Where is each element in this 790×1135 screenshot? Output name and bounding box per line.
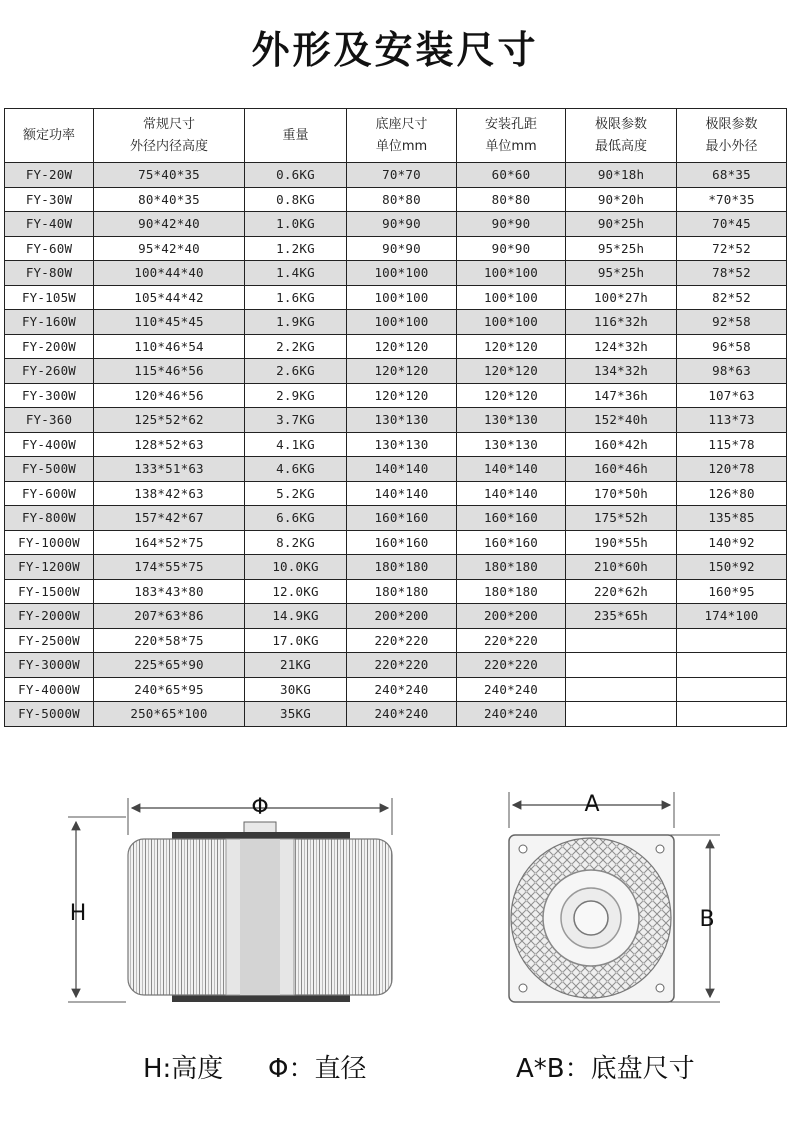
cell-min-height	[566, 653, 677, 678]
cell-rated-power: FY-600W	[5, 481, 94, 506]
cell-regular-size: 120*46*56	[94, 383, 245, 408]
cell-regular-size: 110*45*45	[94, 310, 245, 335]
table-row	[5, 334, 787, 359]
cell-rated-power: FY-105W	[5, 285, 94, 310]
table-row	[5, 579, 787, 604]
table-row	[5, 383, 787, 408]
cell-weight: 0.8KG	[245, 187, 347, 212]
cell-weight: 17.0KG	[245, 628, 347, 653]
cell-min-height: 116*32h	[566, 310, 677, 335]
cell-min-height: 235*65h	[566, 604, 677, 629]
cell-regular-size: 90*42*40	[94, 212, 245, 237]
cell-weight: 4.1KG	[245, 432, 347, 457]
cell-rated-power: FY-300W	[5, 383, 94, 408]
cell-base-size: 70*70	[347, 163, 457, 188]
cell-weight: 12.0KG	[245, 579, 347, 604]
cell-hole-spacing: 100*100	[457, 285, 566, 310]
cell-base-size: 100*100	[347, 261, 457, 286]
cell-regular-size: 138*42*63	[94, 481, 245, 506]
cell-min-diameter: 96*58	[677, 334, 787, 359]
cell-regular-size: 75*40*35	[94, 163, 245, 188]
cell-min-height: 190*55h	[566, 530, 677, 555]
cell-hole-spacing: 100*100	[457, 310, 566, 335]
cell-weight: 1.0KG	[245, 212, 347, 237]
cell-min-height: 170*50h	[566, 481, 677, 506]
cell-rated-power: FY-2000W	[5, 604, 94, 629]
cell-weight: 30KG	[245, 677, 347, 702]
cell-weight: 2.6KG	[245, 359, 347, 384]
table-row	[5, 432, 787, 457]
table-row	[5, 457, 787, 482]
cell-weight: 5.2KG	[245, 481, 347, 506]
base-view-drawing	[509, 792, 720, 1002]
cell-hole-spacing: 90*90	[457, 236, 566, 261]
cell-min-diameter	[677, 653, 787, 678]
header-limit-min-height: 极限参数 最低高度	[566, 109, 677, 163]
cell-base-size: 160*160	[347, 530, 457, 555]
cell-base-size: 240*240	[347, 702, 457, 727]
cell-weight: 0.6KG	[245, 163, 347, 188]
cell-min-height: 147*36h	[566, 383, 677, 408]
cell-min-diameter	[677, 702, 787, 727]
cell-min-diameter: 72*52	[677, 236, 787, 261]
cell-min-height: 210*60h	[566, 555, 677, 580]
cell-base-size: 80*80	[347, 187, 457, 212]
cell-rated-power: FY-1000W	[5, 530, 94, 555]
cell-regular-size: 220*58*75	[94, 628, 245, 653]
cell-min-diameter: 120*78	[677, 457, 787, 482]
cell-hole-spacing: 160*160	[457, 530, 566, 555]
cell-min-height: 90*25h	[566, 212, 677, 237]
cell-hole-spacing: 130*130	[457, 432, 566, 457]
cell-rated-power: FY-260W	[5, 359, 94, 384]
cell-hole-spacing: 140*140	[457, 481, 566, 506]
cell-weight: 14.9KG	[245, 604, 347, 629]
cell-min-height: 175*52h	[566, 506, 677, 531]
cell-min-height	[566, 628, 677, 653]
cell-hole-spacing: 160*160	[457, 506, 566, 531]
table-row	[5, 163, 787, 188]
cell-hole-spacing: 180*180	[457, 555, 566, 580]
cell-base-size: 180*180	[347, 555, 457, 580]
cell-min-height: 220*62h	[566, 579, 677, 604]
cell-regular-size: 105*44*42	[94, 285, 245, 310]
table-row	[5, 212, 787, 237]
table-row	[5, 408, 787, 433]
header-hole-spacing: 安装孔距 单位mm	[457, 109, 566, 163]
cell-hole-spacing: 130*130	[457, 408, 566, 433]
cell-base-size: 160*160	[347, 506, 457, 531]
cell-regular-size: 225*65*90	[94, 653, 245, 678]
cell-rated-power: FY-40W	[5, 212, 94, 237]
cell-weight: 21KG	[245, 653, 347, 678]
cell-hole-spacing: 220*220	[457, 653, 566, 678]
cell-min-height: 160*46h	[566, 457, 677, 482]
cell-regular-size: 125*52*62	[94, 408, 245, 433]
cell-regular-size: 128*52*63	[94, 432, 245, 457]
cell-base-size: 120*120	[347, 383, 457, 408]
table-row	[5, 285, 787, 310]
table-row	[5, 653, 787, 678]
cell-rated-power: FY-500W	[5, 457, 94, 482]
cell-weight: 35KG	[245, 702, 347, 727]
cell-hole-spacing: 60*60	[457, 163, 566, 188]
cell-rated-power: FY-20W	[5, 163, 94, 188]
table-row	[5, 187, 787, 212]
table-row	[5, 506, 787, 531]
cell-base-size: 90*90	[347, 212, 457, 237]
cell-regular-size: 240*65*95	[94, 677, 245, 702]
header-regular-size: 常规尺寸 外径内径高度	[94, 109, 245, 163]
caption-diameter: Φ：直径	[268, 1054, 367, 1084]
cell-hole-spacing: 220*220	[457, 628, 566, 653]
cell-hole-spacing: 120*120	[457, 383, 566, 408]
cell-hole-spacing: 100*100	[457, 261, 566, 286]
caption-base-size: A*B：底盘尺寸	[516, 1054, 695, 1084]
cell-min-diameter: 150*92	[677, 555, 787, 580]
cell-min-height	[566, 702, 677, 727]
height-label: H	[69, 901, 87, 926]
cell-rated-power: FY-400W	[5, 432, 94, 457]
page-title: 外形及安装尺寸	[251, 28, 539, 72]
cell-rated-power: FY-360	[5, 408, 94, 433]
cell-rated-power: FY-200W	[5, 334, 94, 359]
cell-min-height: 124*32h	[566, 334, 677, 359]
table-row	[5, 530, 787, 555]
table-row	[5, 628, 787, 653]
header-rated-power: 额定功率	[5, 109, 94, 163]
cell-weight: 2.9KG	[245, 383, 347, 408]
cell-min-height: 95*25h	[566, 261, 677, 286]
cell-min-height: 152*40h	[566, 408, 677, 433]
cell-weight: 1.9KG	[245, 310, 347, 335]
cell-min-diameter: 135*85	[677, 506, 787, 531]
table-body	[5, 163, 787, 727]
cell-min-diameter: 126*80	[677, 481, 787, 506]
table-row	[5, 236, 787, 261]
base-width-label: A	[584, 792, 600, 817]
cell-rated-power: FY-1500W	[5, 579, 94, 604]
cell-min-diameter: 92*58	[677, 310, 787, 335]
table-row	[5, 359, 787, 384]
cell-hole-spacing: 180*180	[457, 579, 566, 604]
cell-min-height: 160*42h	[566, 432, 677, 457]
cell-weight: 6.6KG	[245, 506, 347, 531]
cell-regular-size: 183*43*80	[94, 579, 245, 604]
cell-min-diameter: 174*100	[677, 604, 787, 629]
cell-hole-spacing: 140*140	[457, 457, 566, 482]
side-view-drawing	[68, 795, 392, 1002]
cell-min-height: 90*18h	[566, 163, 677, 188]
diameter-label: Φ	[251, 795, 269, 820]
cell-rated-power: FY-2500W	[5, 628, 94, 653]
cell-rated-power: FY-5000W	[5, 702, 94, 727]
cell-base-size: 100*100	[347, 285, 457, 310]
cell-rated-power: FY-4000W	[5, 677, 94, 702]
cell-weight: 4.6KG	[245, 457, 347, 482]
cell-regular-size: 110*46*54	[94, 334, 245, 359]
cell-hole-spacing: 120*120	[457, 334, 566, 359]
cell-base-size: 100*100	[347, 310, 457, 335]
cell-base-size: 120*120	[347, 334, 457, 359]
cell-min-height: 90*20h	[566, 187, 677, 212]
cell-base-size: 240*240	[347, 677, 457, 702]
cell-base-size: 130*130	[347, 432, 457, 457]
cell-min-diameter: 107*63	[677, 383, 787, 408]
cell-min-diameter: 113*73	[677, 408, 787, 433]
cell-weight: 2.2KG	[245, 334, 347, 359]
cell-base-size: 90*90	[347, 236, 457, 261]
table-row	[5, 310, 787, 335]
header-weight: 重量	[245, 109, 347, 163]
cell-hole-spacing: 240*240	[457, 702, 566, 727]
spec-table	[4, 108, 787, 727]
cell-regular-size: 95*42*40	[94, 236, 245, 261]
cell-regular-size: 174*55*75	[94, 555, 245, 580]
cell-min-diameter: 68*35	[677, 163, 787, 188]
cell-min-diameter: 140*92	[677, 530, 787, 555]
table-row	[5, 481, 787, 506]
table-row	[5, 702, 787, 727]
cell-weight: 1.6KG	[245, 285, 347, 310]
cell-base-size: 200*200	[347, 604, 457, 629]
cell-regular-size: 207*63*86	[94, 604, 245, 629]
cell-regular-size: 250*65*100	[94, 702, 245, 727]
cell-weight: 1.2KG	[245, 236, 347, 261]
cell-regular-size: 80*40*35	[94, 187, 245, 212]
cell-base-size: 140*140	[347, 481, 457, 506]
cell-base-size: 220*220	[347, 653, 457, 678]
table-row	[5, 555, 787, 580]
cell-min-diameter: 78*52	[677, 261, 787, 286]
cell-base-size: 120*120	[347, 359, 457, 384]
cell-weight: 1.4KG	[245, 261, 347, 286]
cell-regular-size: 100*44*40	[94, 261, 245, 286]
cell-min-diameter: 82*52	[677, 285, 787, 310]
cell-rated-power: FY-800W	[5, 506, 94, 531]
cell-rated-power: FY-30W	[5, 187, 94, 212]
cell-regular-size: 133*51*63	[94, 457, 245, 482]
table-row	[5, 677, 787, 702]
cell-min-diameter: 98*63	[677, 359, 787, 384]
cell-base-size: 180*180	[347, 579, 457, 604]
cell-base-size: 130*130	[347, 408, 457, 433]
cell-regular-size: 115*46*56	[94, 359, 245, 384]
cell-min-height: 100*27h	[566, 285, 677, 310]
cell-regular-size: 157*42*67	[94, 506, 245, 531]
cell-hole-spacing: 120*120	[457, 359, 566, 384]
cell-min-diameter: 70*45	[677, 212, 787, 237]
cell-hole-spacing: 200*200	[457, 604, 566, 629]
dimension-diagrams	[0, 770, 790, 1035]
cell-min-height: 95*25h	[566, 236, 677, 261]
cell-min-diameter	[677, 677, 787, 702]
table-row	[5, 604, 787, 629]
caption-height: H:高度	[143, 1054, 224, 1084]
table-row	[5, 261, 787, 286]
header-base-size: 底座尺寸 单位mm	[347, 109, 457, 163]
cell-min-diameter	[677, 628, 787, 653]
cell-base-size: 140*140	[347, 457, 457, 482]
cell-rated-power: FY-80W	[5, 261, 94, 286]
cell-weight: 8.2KG	[245, 530, 347, 555]
cell-min-diameter: 115*78	[677, 432, 787, 457]
cell-min-diameter: 160*95	[677, 579, 787, 604]
cell-regular-size: 164*52*75	[94, 530, 245, 555]
cell-min-diameter: *70*35	[677, 187, 787, 212]
cell-hole-spacing: 80*80	[457, 187, 566, 212]
cell-hole-spacing: 90*90	[457, 212, 566, 237]
cell-rated-power: FY-3000W	[5, 653, 94, 678]
cell-weight: 3.7KG	[245, 408, 347, 433]
cell-rated-power: FY-60W	[5, 236, 94, 261]
cell-weight: 10.0KG	[245, 555, 347, 580]
cell-base-size: 220*220	[347, 628, 457, 653]
cell-rated-power: FY-160W	[5, 310, 94, 335]
cell-rated-power: FY-1200W	[5, 555, 94, 580]
cell-min-height: 134*32h	[566, 359, 677, 384]
cell-min-height	[566, 677, 677, 702]
cell-hole-spacing: 240*240	[457, 677, 566, 702]
header-limit-min-diameter: 极限参数 最小外径	[677, 109, 787, 163]
table-header-row	[5, 109, 787, 163]
base-height-label: B	[699, 907, 715, 932]
